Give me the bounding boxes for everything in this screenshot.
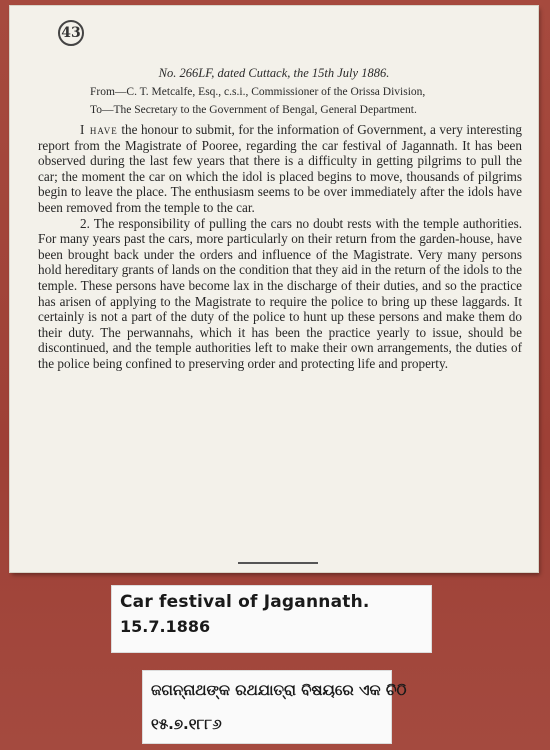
odia-caption-title: ଜଗନ୍ନାଥଙ୍କ ରଥଯାତ୍ରା ବିଷୟରେ ଏକ ଚିଠି <box>151 681 407 699</box>
letter-body <box>38 122 522 372</box>
caption-title: Car festival of Jagannath. <box>120 592 370 612</box>
document-clipping <box>10 6 538 572</box>
from-line: From—C. T. Metcalfe, Esq., c.s.i., Commissioner of the Orissa Division, <box>90 86 426 98</box>
odia-caption-card <box>142 670 407 744</box>
paragraph-1 <box>38 122 522 216</box>
letter-number-line: No. 266LF, dated Cuttack, the 15th July 1886. <box>158 66 390 80</box>
odia-caption-date: ୧୫.୭.୧୮୮୬ <box>151 715 222 733</box>
caption-date: 15.7.1886 <box>120 617 211 636</box>
paragraph-2: 2. The responsibility of pulling the cars no doubt rests with the temple authorities. For many years past the cars, more particularly on their return from the garden-house, have been brought back under the orders and influence of the Magistrate. Very many persons hold hereditary grants of lands on the condition that they aid in the return of the idols to the temple. These persons have become lax in the discharge of their duties, and so the practice has arisen of applying to the Magistrate to require the police to bring up these laggards. It certainly is not a part of the duty of the police to hunt up these persons and make them do their duty. The perwannahs, which it has been the practice yearly to issue, should be discontinued, and the temple authorities left to make their own arrangements, the duties of the police being confined to preserving order and protecting life and property. <box>38 215 522 371</box>
paragraph-1-text: the honour to submit, for the information of Government, a very interesting report from the Magistrate of Pooree, regarding the car festival of Jagannath. It has been observed during the last few years that there is a difficulty in getting pilgrims to pull the car; the moment the car on which the idol is placed begins to move, thousands of pilgrims begin to leave the place. The enthusiasm seems to be over immediately after the idols have been removed from the temple to the car. <box>38 122 523 215</box>
english-caption-card <box>111 585 432 653</box>
to-line: To—The Secretary to the Government of Bengal, General Department. <box>90 104 417 116</box>
paragraph-1-lead: I have <box>80 122 118 137</box>
closing-rule <box>238 562 318 564</box>
page-number: 43 <box>58 20 84 46</box>
